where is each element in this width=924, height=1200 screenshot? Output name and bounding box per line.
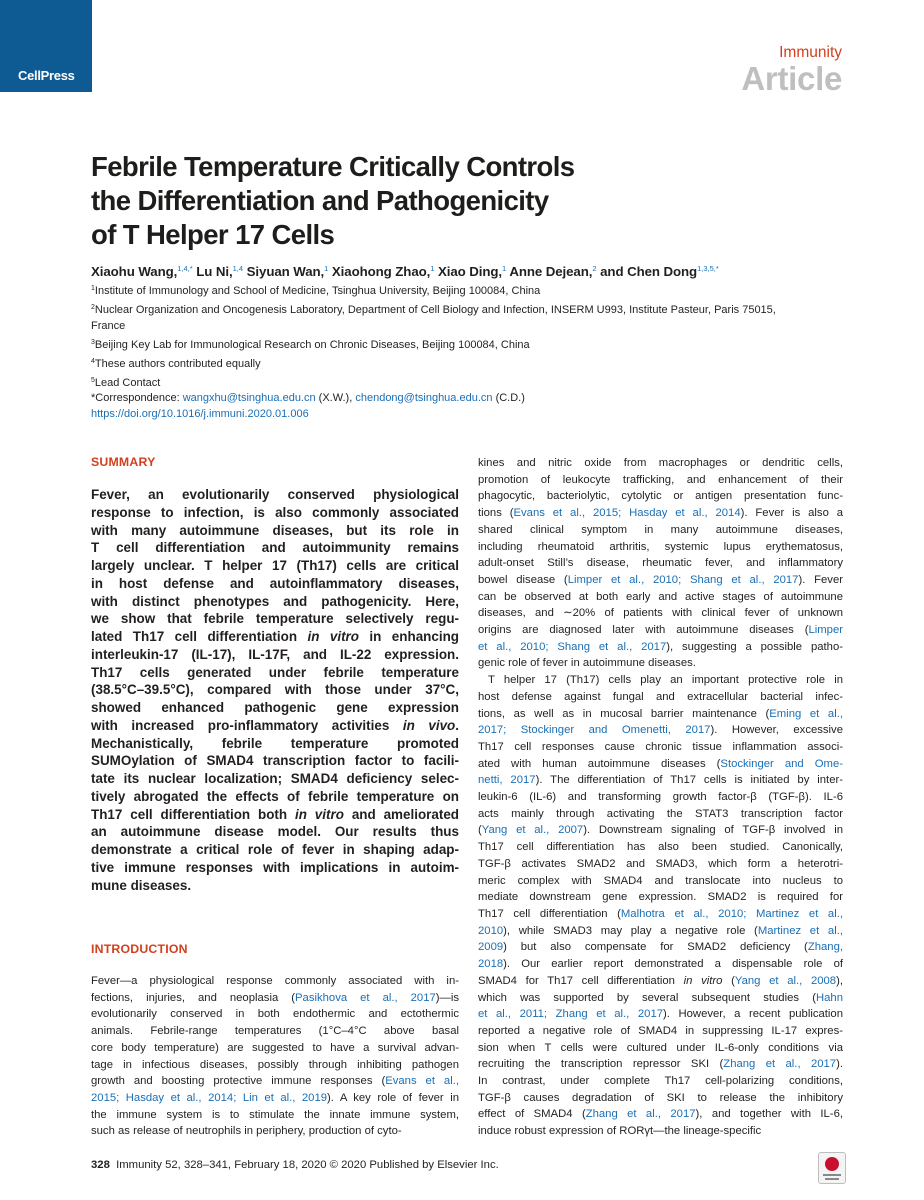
affil-number: 5 [91, 376, 95, 384]
citation-link[interactable]: Evans et al., 2015; Hasday et al., 2014 [513, 507, 741, 520]
journal-name: Immunity [779, 44, 842, 61]
citation-link[interactable]: Limper [808, 624, 843, 637]
text-run: In contrast, under complete Th17 cell-polarizing conditions, [478, 1075, 843, 1088]
summary-line [91, 504, 459, 522]
author-name: Xiao Ding, [438, 264, 503, 279]
summary-line [91, 539, 459, 557]
affiliation-5 [91, 373, 851, 392]
text-run: sion when T cells were cultured under IL-6-only conditions via [478, 1041, 843, 1054]
body-text-right-column [478, 455, 843, 1140]
text-run: . [455, 717, 459, 733]
text-run: ), while SMAD3 may play a negative role ( [503, 924, 758, 937]
citation-link[interactable]: et al., 2010; Shang et al., 2017 [478, 640, 667, 653]
intro-line [91, 1040, 459, 1057]
body-line [478, 822, 843, 839]
text-run: ). Our earlier report demonstrated a dispensable role of [503, 958, 843, 971]
summary-line [91, 681, 459, 699]
text-run: ). However, a recent publication [663, 1008, 843, 1021]
text-run: ), [836, 974, 843, 987]
text-run: an autoimmune disease model. Our results thus [91, 824, 459, 840]
citation-link[interactable]: Malhotra et al., 2010; Martinez et al., [620, 907, 844, 920]
body-line [478, 572, 843, 589]
summary-line [91, 717, 459, 735]
correspondence [91, 391, 851, 407]
email-link[interactable]: wangxhu@tsinghua.edu.cn [182, 392, 316, 405]
summary-line [91, 628, 459, 646]
text-run: adult-onset Still’s disease, rheumatic fever, and inflammatory [478, 557, 843, 570]
text-run: with increased pro-inflammatory activities [91, 717, 403, 733]
text-run: which was supported by several subsequent studies ( [478, 991, 816, 1004]
author-affil-marker[interactable]: 1,3,5,* [697, 264, 719, 273]
text-run: lated Th17 cell differentiation [91, 629, 308, 644]
citation-link[interactable]: 2010 [478, 924, 504, 937]
citation-link[interactable]: Hahn [815, 991, 843, 1004]
body-line [478, 1106, 843, 1123]
text-run: tage in infectious diseases, possibly through inhibiting pathogen [91, 1058, 459, 1071]
text-run: shared clinical symptom in many autoimmune diseases, [478, 523, 843, 536]
text-run: ). However, excessive [710, 724, 843, 737]
intro-line [91, 973, 459, 990]
summary-line [91, 575, 459, 593]
citation-link[interactable]: Yang et al., 2008 [734, 974, 837, 987]
body-line [478, 1123, 843, 1140]
citation-link[interactable]: Yang et al., 2007 [481, 824, 584, 837]
body-line [478, 956, 843, 973]
text-run: promotion of leukocyte trafficking, and enhancement of their [478, 473, 843, 486]
citation-link[interactable]: Zhang, [807, 941, 843, 954]
correspondence-label: *Correspondence: [91, 392, 183, 405]
text-run: interleukin-17 (IL-17), IL-17F, and IL-22 expression. [91, 646, 459, 662]
text-run: Th17 cell responses cause chronic tissue inflammation associ- [478, 740, 843, 753]
body-line [478, 472, 843, 489]
intro-line [91, 1073, 459, 1090]
citation-link[interactable]: 2017; Stockinger and Omenetti, 2017 [478, 724, 711, 737]
summary-line [91, 735, 459, 753]
citation-link[interactable]: Pasikhova et al., 2017 [295, 991, 436, 1004]
affiliation-1 [91, 281, 851, 300]
text-run: tively abrogated the effects of febrile temperature on [91, 788, 459, 804]
text-run: T helper 17 (Th17) cells play an important protective role in [488, 674, 843, 687]
affil-text: Lead Contact [94, 376, 161, 389]
text-run: ). [836, 1058, 843, 1071]
author-name: Anne Dejean, [509, 264, 593, 279]
summary-line [91, 593, 459, 611]
check-for-updates-icon[interactable] [818, 1152, 846, 1184]
intro-line [91, 990, 459, 1007]
text-run: we show that febrile temperature selectively regu- [91, 611, 459, 627]
citation-link[interactable]: 2009 [478, 941, 504, 954]
text-run: animals. Febrile-range temperatures (1°C–4°C above basal [91, 1025, 459, 1038]
body-line [478, 1056, 843, 1073]
summary-line [91, 699, 459, 717]
text-run: ated with human autoimmune diseases ( [478, 757, 721, 770]
text-run: reported a negative role of SMAD4 in suppressing IL-17 expres- [478, 1024, 843, 1037]
text-run: kines and nitric oxide from macrophages or dendritic cells, [478, 457, 843, 469]
text-run: SUMOylation of SMAD4 transcription factor to facili- [91, 753, 459, 769]
page-footer [91, 1159, 499, 1171]
summary-heading: SUMMARY [91, 455, 156, 469]
article-title [91, 150, 711, 252]
text-run: phagocytic, bacteriolytic, cytolytic or antigen presentation func- [478, 490, 843, 503]
body-line [478, 1023, 843, 1040]
citation-link[interactable]: Martinez et al., [757, 924, 843, 937]
body-line [478, 488, 843, 505]
citation-link[interactable]: et al., 2011; Zhang et al., 2017 [478, 1008, 664, 1021]
affil-text: These authors contributed equally [94, 357, 261, 370]
text-run: mediate downstream gene expression. SMAD2 is required for [478, 891, 843, 904]
author-name: Siyuan Wan, [246, 264, 325, 279]
author-name: and Chen Dong [600, 264, 698, 279]
cellpress-logo[interactable]: CellPress [18, 68, 75, 83]
summary-line [91, 752, 459, 770]
summary-line [91, 610, 459, 628]
email-link[interactable]: chendong@tsinghua.edu.cn [355, 392, 493, 405]
citation-link[interactable]: Limper et al., 2010; Shang et al., 2017 [567, 573, 799, 586]
body-line [478, 655, 843, 672]
email-owner: (C.D.) [492, 392, 525, 405]
text-run: ), suggesting a possible patho- [666, 640, 843, 653]
affiliation-4 [91, 354, 851, 373]
body-line [478, 906, 843, 923]
affiliation-2 [91, 300, 851, 319]
summary-line [91, 557, 459, 575]
affiliations [91, 281, 851, 423]
article-type-label: Article [741, 60, 842, 97]
citation-link[interactable]: Stockinger and Ome- [720, 757, 843, 770]
author-name: Xiaohong Zhao, [331, 264, 431, 279]
affil-number: 1 [91, 285, 95, 292]
text-run: including rheumatoid arthritis, systemic lupus erythematosus, [478, 540, 843, 553]
title-line: Febrile Temperature Critically Controls [91, 151, 575, 182]
text-run: growth and boosting protective immune responses ( [91, 1075, 386, 1088]
body-line [478, 589, 843, 606]
text-run: ). Fever is also a [740, 507, 844, 520]
intro-line [91, 1123, 459, 1140]
text-run: recruiting the transcription repressor SKI ( [478, 1058, 724, 1071]
doi-link[interactable]: https://doi.org/10.1016/j.immuni.2020.01.006 [91, 408, 309, 421]
citation-line: Immunity 52, 328–341, February 18, 2020 © 2020 Published by Elsevier Inc. [109, 1159, 499, 1171]
summary-line [91, 806, 459, 824]
author-affil-marker[interactable]: 1 [430, 264, 435, 273]
body-line [478, 806, 843, 823]
citation-link[interactable]: Zhang et al., 2017 [723, 1058, 837, 1071]
summary-line [91, 841, 459, 859]
intro-line [91, 1090, 459, 1107]
body-line [478, 1073, 843, 1090]
citation-link[interactable]: netti, 2017 [478, 774, 536, 787]
author-name: Xiaohu Wang, [91, 264, 178, 279]
title-line: of T Helper 17 Cells [91, 219, 335, 250]
author-affil-marker[interactable]: 1,4,* [177, 264, 193, 273]
affil-number: 3 [91, 338, 95, 346]
summary-line [91, 823, 459, 841]
citation-link[interactable]: 2018 [478, 958, 504, 971]
text-run: origins are diagnosed later with autoimmune diseases ( [478, 624, 809, 637]
text-run: can be observed at both early and active stages of autoimmune [478, 590, 843, 603]
body-line [478, 856, 843, 873]
affil-text: Beijing Key Lab for Immunological Research on Chronic Diseases, Beijing 100084, China [94, 338, 530, 351]
affil-number: 2 [91, 303, 95, 311]
text-run: in host defense and autoinflammatory diseases, [91, 575, 459, 591]
body-line [478, 873, 843, 890]
citation-link[interactable]: Eming et al., [769, 707, 843, 720]
summary-line [91, 859, 459, 877]
body-line [478, 455, 843, 472]
email-owner: (X.W.), [315, 392, 356, 405]
page-number: 328 [91, 1159, 110, 1171]
text-run: ( [722, 974, 735, 987]
body-line [478, 639, 843, 656]
text-run: ), and together with IL-6, [695, 1108, 843, 1121]
body-line [478, 756, 843, 773]
text-run: ). A key role of fever in [327, 1091, 459, 1104]
text-run: ). Fever [798, 573, 843, 586]
intro-line [91, 1057, 459, 1074]
text-run: Th17 cell differentiation has also been studied. Canonically, [478, 841, 843, 854]
affil-number: 4 [91, 357, 95, 365]
title-line: the Differentiation and Pathogenicity [91, 185, 549, 216]
author-list [91, 264, 719, 279]
text-run: such as release of neutrophils in periphery, production of cyto- [91, 1125, 402, 1138]
text-run: Mechanistically, febrile temperature promoted [91, 735, 459, 751]
text-run: diseases, and ∼20% of patients with clinical fever of unknown [478, 607, 843, 620]
intro-line [91, 1107, 459, 1124]
text-run: tate its nuclear localization; SMAD4 deficiency selec- [91, 771, 459, 786]
body-line [478, 555, 843, 572]
summary-line [91, 877, 459, 895]
introduction-text-left [91, 973, 459, 1140]
body-line [478, 689, 843, 706]
text-run: TGF-β causes degradation of SKI to release the inhibitory [478, 1091, 843, 1104]
text-run: Th17 cell differentiation both [91, 806, 295, 822]
intro-line [91, 1006, 459, 1023]
body-line [478, 789, 843, 806]
text-run: )—is [435, 991, 459, 1004]
text-run: leukin-6 (IL-6) and transforming growth factor-β (TGF-β). IL-6 [478, 791, 843, 804]
text-run: fections, injuries, and neoplasia ( [91, 991, 296, 1004]
body-line [478, 1006, 843, 1023]
text-run: SMAD4 for Th17 cell differentiation [478, 974, 684, 987]
body-line [478, 889, 843, 906]
text-run: ) but also compensate for SMAD2 deficiency ( [503, 941, 808, 954]
text-run: core body temperature) are suggested to have a survival advan- [91, 1041, 459, 1054]
text-run: meric complex with SMAD4 and translocate into nucleus to [478, 874, 843, 887]
text-run: Th17 cells generated under febrile temperature [91, 664, 459, 680]
body-line [478, 672, 843, 689]
affil-text: Nuclear Organization and Oncogenesis Laboratory, Department of Cell Biology and Infection, INSERM U993, Institute Pasteur, Paris 75015, [94, 303, 776, 316]
text-run: tions, as well as in mucosal barrier maintenance ( [478, 707, 770, 720]
body-line [478, 839, 843, 856]
summary-text [91, 486, 459, 894]
text-run: response to infection, is also commonly associated [91, 504, 459, 520]
text-run: and ameliorated [343, 806, 460, 822]
body-line [478, 739, 843, 756]
body-line [478, 722, 843, 739]
introduction-heading: INTRODUCTION [91, 942, 188, 956]
text-run: ( [478, 824, 482, 837]
body-line [478, 923, 843, 940]
summary-line [91, 486, 459, 504]
text-run: ). Downstream signaling of TGF-β involved in [583, 824, 843, 837]
affil-text: Institute of Immunology and School of Medicine, Tsinghua University, Beijing 100084, China [94, 285, 541, 297]
text-run: induce robust expression of RORγt—the lineage-specific [478, 1125, 762, 1138]
body-line [478, 939, 843, 956]
text-run: tive immune responses with implications in autoim- [91, 859, 459, 875]
text-run: in enhancing [358, 629, 459, 644]
body-line [478, 772, 843, 789]
summary-line [91, 770, 459, 788]
text-run: genic role of fever in autoimmune diseases. [478, 657, 696, 670]
italic-term: in vivo [402, 717, 456, 733]
body-line [478, 605, 843, 622]
text-run: Th17 cell differentiation ( [478, 907, 621, 920]
text-run: (38.5°C–39.5°C), compared with those under 37°C, [91, 682, 459, 698]
author-affil-marker[interactable]: 1,4 [232, 264, 244, 273]
body-line [478, 990, 843, 1007]
text-run: with distinct phenotypes and pathogenicity. Here, [91, 593, 459, 609]
text-run: evolutionarily conserved in both endothermic and ectothermic [91, 1008, 459, 1021]
citation-link[interactable]: Zhang et al., 2017 [585, 1108, 696, 1121]
affiliation-2-cont: France [91, 319, 126, 332]
body-line [478, 622, 843, 639]
body-line [478, 973, 843, 990]
text-run: ). The differentiation of Th17 cells is initiated by inter- [535, 774, 843, 787]
text-run: demonstrate a critical role of fever in shaping adap- [91, 842, 459, 857]
body-line [478, 539, 843, 556]
body-line [478, 522, 843, 539]
text-run: bowel disease ( [478, 573, 568, 586]
citation-link[interactable]: 2015; Hasday et al., 2014; Lin et al., 2019 [91, 1091, 328, 1104]
text-run: with many autoimmune diseases, but its role in [91, 522, 459, 538]
text-run: mune diseases. [91, 877, 192, 893]
italic-term: in vitro [294, 806, 344, 822]
text-run: tions ( [478, 507, 514, 520]
text-run: acts mainly through activating the STAT3 transcription factor [478, 807, 843, 820]
author-affil-marker[interactable]: 2 [592, 264, 597, 273]
text-run: the immune system is to stimulate the innate immune system, [91, 1108, 459, 1121]
intro-line [91, 1023, 459, 1040]
text-run: T cell differentiation and autoimmunity remains [91, 540, 459, 556]
summary-line [91, 788, 459, 806]
text-run: effect of SMAD4 ( [478, 1108, 586, 1121]
author-name: Lu Ni, [196, 264, 233, 279]
text-run: Fever—a physiological response commonly associated with in- [91, 975, 459, 987]
summary-line [91, 664, 459, 682]
summary-line [91, 522, 459, 540]
body-line [478, 505, 843, 522]
text-run: largely unclear. T helper 17 (Th17) cells are critical [91, 558, 459, 573]
summary-line [91, 646, 459, 664]
italic-term: in vitro [683, 974, 723, 987]
text-run: host defense against fungal and extracellular bacterial infec- [478, 690, 843, 703]
text-run: Fever, an evolutionarily conserved physiological [91, 487, 459, 502]
body-line [478, 1090, 843, 1107]
italic-term: in vitro [307, 629, 359, 644]
author-affil-marker[interactable]: 1 [502, 264, 507, 273]
affiliation-3 [91, 335, 851, 354]
body-line [478, 706, 843, 723]
citation-link[interactable]: Evans et al., [385, 1075, 459, 1088]
text-run: showed enhanced pathogenic gene expression [91, 700, 459, 715]
body-line [478, 1040, 843, 1057]
author-affil-marker[interactable]: 1 [324, 264, 329, 273]
text-run: TGF-β activates SMAD2 and SMAD3, which form a heterotri- [478, 857, 843, 870]
